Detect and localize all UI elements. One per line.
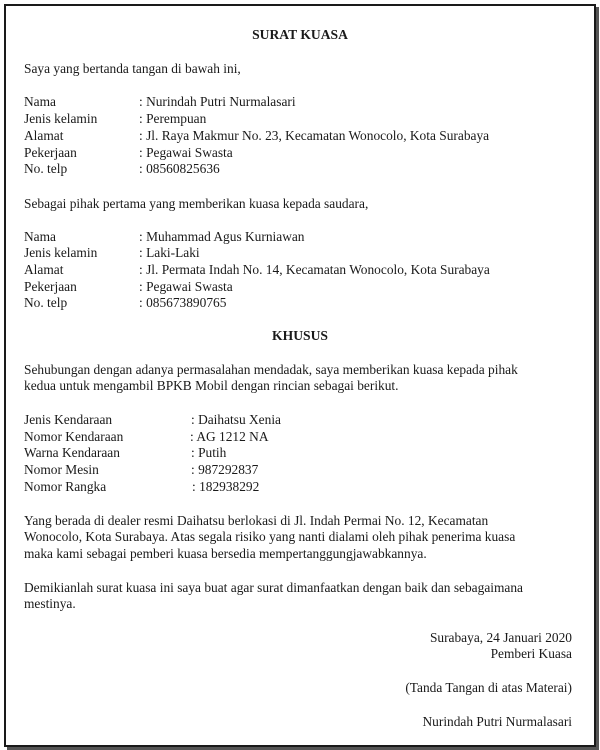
field-value: : Daihatsu Xenia bbox=[191, 412, 281, 427]
field-label: Jenis kelamin bbox=[24, 111, 98, 126]
field-value: : 182938292 bbox=[192, 479, 260, 494]
transfer-text: Sebagai pihak pertama yang memberikan kuasa kepada saudara, bbox=[24, 196, 369, 211]
paragraph-line: maka kami sebagai pemberi kuasa bersedia mempertanggungjawabkannya. bbox=[24, 546, 427, 561]
paragraph-line: Wonocolo, Kota Surabaya. Atas segala risiko yang nanti dialami oleh pihak penerima kuasa bbox=[24, 529, 516, 544]
intro-text: Saya yang bertanda tangan di bawah ini, bbox=[24, 61, 241, 76]
field-label: Nomor Mesin bbox=[24, 462, 99, 477]
field-value: : Perempuan bbox=[139, 111, 207, 126]
signature-stamp-note: (Tanda Tangan di atas Materai) bbox=[405, 680, 572, 695]
field-label: Pekerjaan bbox=[24, 279, 77, 294]
paragraph-line: Yang berada di dealer resmi Daihatsu berlokasi di Jl. Indah Permai No. 12, Kecamatan bbox=[24, 513, 489, 528]
letter-title: SURAT KUASA bbox=[252, 27, 348, 42]
field-label: Alamat bbox=[24, 262, 64, 277]
field-label: Nomor Kendaraan bbox=[24, 429, 124, 444]
field-value: : 987292837 bbox=[191, 462, 259, 477]
signer-name: Nurindah Putri Nurmalasari bbox=[422, 714, 572, 729]
field-value: : AG 1212 NA bbox=[190, 429, 269, 444]
field-label: Nomor Rangka bbox=[24, 479, 107, 494]
section-heading: KHUSUS bbox=[272, 328, 328, 343]
field-label: No. telp bbox=[24, 295, 68, 310]
field-value: : Pegawai Swasta bbox=[139, 145, 233, 160]
place-date: Surabaya, 24 Januari 2020 bbox=[429, 630, 572, 645]
field-label: Alamat bbox=[24, 128, 64, 143]
paragraph-line: kedua untuk mengambil BPKB Mobil dengan rincian sebagai berikut. bbox=[24, 378, 399, 393]
field-value: : Laki-Laki bbox=[139, 245, 200, 260]
paragraph-line: Sehubungan dengan adanya permasalahan mendadak, saya memberikan kuasa kepada pihak bbox=[24, 362, 518, 377]
field-label: No. telp bbox=[24, 161, 68, 176]
field-value: : Pegawai Swasta bbox=[139, 279, 233, 294]
field-label: Nama bbox=[24, 229, 56, 244]
field-value: : Nurindah Putri Nurmalasari bbox=[139, 94, 296, 109]
field-value: : Jl. Permata Indah No. 14, Kecamatan Wonocolo, Kota Surabaya bbox=[139, 262, 490, 277]
field-value: : Jl. Raya Makmur No. 23, Kecamatan Wonocolo, Kota Surabaya bbox=[139, 128, 490, 143]
field-value: : 085673890765 bbox=[139, 295, 227, 310]
field-label: Jenis Kendaraan bbox=[24, 412, 113, 427]
field-value: : Muhammad Agus Kurniawan bbox=[139, 229, 305, 244]
field-value: : 08560825636 bbox=[139, 161, 220, 176]
field-label: Warna Kendaraan bbox=[24, 445, 120, 460]
paragraph-line: mestinya. bbox=[24, 596, 76, 611]
grantor-role: Pemberi Kuasa bbox=[490, 646, 572, 661]
field-label: Pekerjaan bbox=[24, 145, 77, 160]
field-value: : Putih bbox=[191, 445, 227, 460]
paragraph-line: Demikianlah surat kuasa ini saya buat agar surat dimanfaatkan dengan baik dan sebagaimana bbox=[24, 580, 523, 595]
field-label: Jenis kelamin bbox=[24, 245, 98, 260]
field-label: Nama bbox=[24, 94, 56, 109]
